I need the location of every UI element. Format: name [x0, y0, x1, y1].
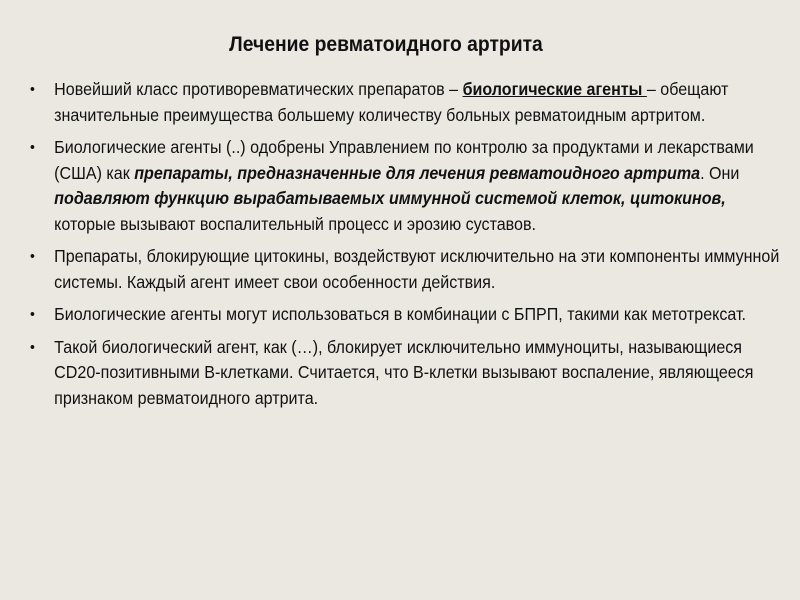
bullet-text: Такой биологический агент, как (…), блокирует исключительно иммуноциты, называющиеся CD20-позитивными В-клетками. Считается, что В-клетки вызывают воспаление, являющееся признаком ревматоидного артрита.: [54, 336, 754, 408]
bullet-item: [30, 302, 789, 328]
bullet-text: которые вызывают воспалительный процесс и эрозию суставов.: [54, 213, 536, 234]
bullet-text: . Они: [700, 162, 740, 183]
bullet-item: [30, 335, 789, 412]
bullet-icon: •: [30, 81, 35, 98]
bullet-text: Биологические агенты могут использоваться в комбинации с БПРП, такими как метотрексат.: [54, 304, 747, 324]
bullet-text: Новейший класс противоревматических препаратов –: [54, 79, 463, 99]
bullet-item: [30, 135, 789, 237]
bullet-emphasis: препараты, предназначенные для лечения ревматоидного артрита: [134, 162, 701, 183]
bullet-emphasis: подавляют функцию вырабатываемых иммунной системой клеток, цитокинов,: [54, 188, 726, 208]
bullet-icon: •: [30, 139, 35, 156]
bullet-icon: •: [30, 338, 35, 356]
bullet-text: Препараты, блокирующие цитокины, воздействуют исключительно на эти компоненты иммунной системы. Каждый агент имеет свои особенности действия.: [54, 246, 780, 292]
bullet-emphasis: биологические агенты: [462, 79, 647, 99]
bullet-item: [30, 77, 789, 128]
bullet-text: Биологические агенты (..) одобрены Управлением по контролю за продуктами и лекарствами (США) как: [54, 137, 754, 183]
slide-title: Лечение ревматоидного артрита: [229, 33, 543, 56]
bullet-list: [30, 77, 780, 418]
bullet-item: [30, 244, 789, 295]
bullet-text: – обещают значительные преимущества большему количеству больных ревматоидным артритом.: [54, 79, 729, 125]
bullet-icon: •: [30, 306, 35, 323]
bullet-icon: •: [30, 248, 35, 265]
